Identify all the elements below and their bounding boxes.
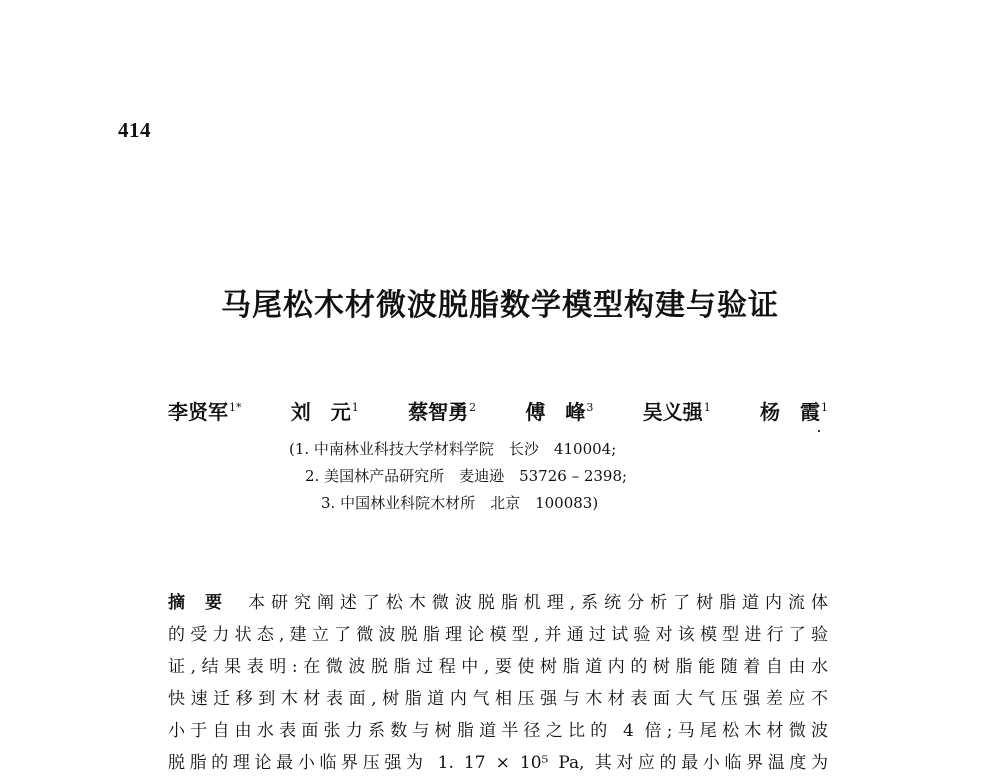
affiliation-line: (1. 中南林业科技大学材料学院 长沙 410004; xyxy=(289,440,617,458)
paper-title: 马尾松木材微波脱脂数学模型构建与验证 xyxy=(221,288,779,323)
abstract-line: 小于自由水表面张力系数与树脂道半径之比的 4 倍;马尾松木材微波 xyxy=(168,721,828,741)
affiliation-line: 3. 中国林业科院木材所 北京 100083) xyxy=(321,494,599,512)
author-name: 李贤军 xyxy=(168,400,228,424)
author-name: 刘 元 xyxy=(290,400,351,424)
abstract-line xyxy=(168,587,828,619)
abstract xyxy=(168,587,828,779)
abstract-line: 快速迁移到木材表面,树脂道内气相压强与木材表面大气压强差应不 xyxy=(168,689,828,709)
author-affiliation-mark: 1 xyxy=(351,401,359,415)
affiliations xyxy=(0,436,1000,517)
author xyxy=(525,396,593,425)
abstract-text: 本研究阐述了松木微波脱脂机理,系统分析了树脂道内流体 xyxy=(247,593,829,613)
author-affiliation-mark: 2 xyxy=(469,401,477,415)
author xyxy=(291,396,359,425)
author-name: 蔡智勇 xyxy=(408,400,469,424)
abstract-line: 脱脂的理论最小临界压强为 1. 17 × 10⁵ Pa, 其对应的最小临界温度为 xyxy=(168,753,828,773)
author xyxy=(760,396,828,425)
scan-speck xyxy=(818,430,820,432)
page-number: 414 xyxy=(118,118,151,142)
author-name: 杨 霞 xyxy=(759,400,820,424)
author xyxy=(408,396,476,425)
author-affiliation-mark: 1* xyxy=(229,401,242,415)
abstract-label: 摘要 xyxy=(168,593,242,613)
author-name: 傅 峰 xyxy=(525,400,586,424)
affiliation-line: 2. 美国林产品研究所 麦迪逊 53726 – 2398; xyxy=(305,467,628,485)
author xyxy=(643,396,711,425)
author-affiliation-mark: 3 xyxy=(586,401,594,415)
author-name: 吴义强 xyxy=(642,400,703,424)
abstract-line: 证,结果表明:在微波脱脂过程中,要使树脂道内的树脂能随着自由水 xyxy=(168,657,828,677)
author xyxy=(168,396,242,425)
abstract-line: 的受力状态,建立了微波脱脂理论模型,并通过试验对该模型进行了验 xyxy=(168,625,828,645)
author-affiliation-mark: 1 xyxy=(703,401,711,415)
author-affiliation-mark: 1 xyxy=(820,401,828,415)
author-list xyxy=(168,396,828,425)
